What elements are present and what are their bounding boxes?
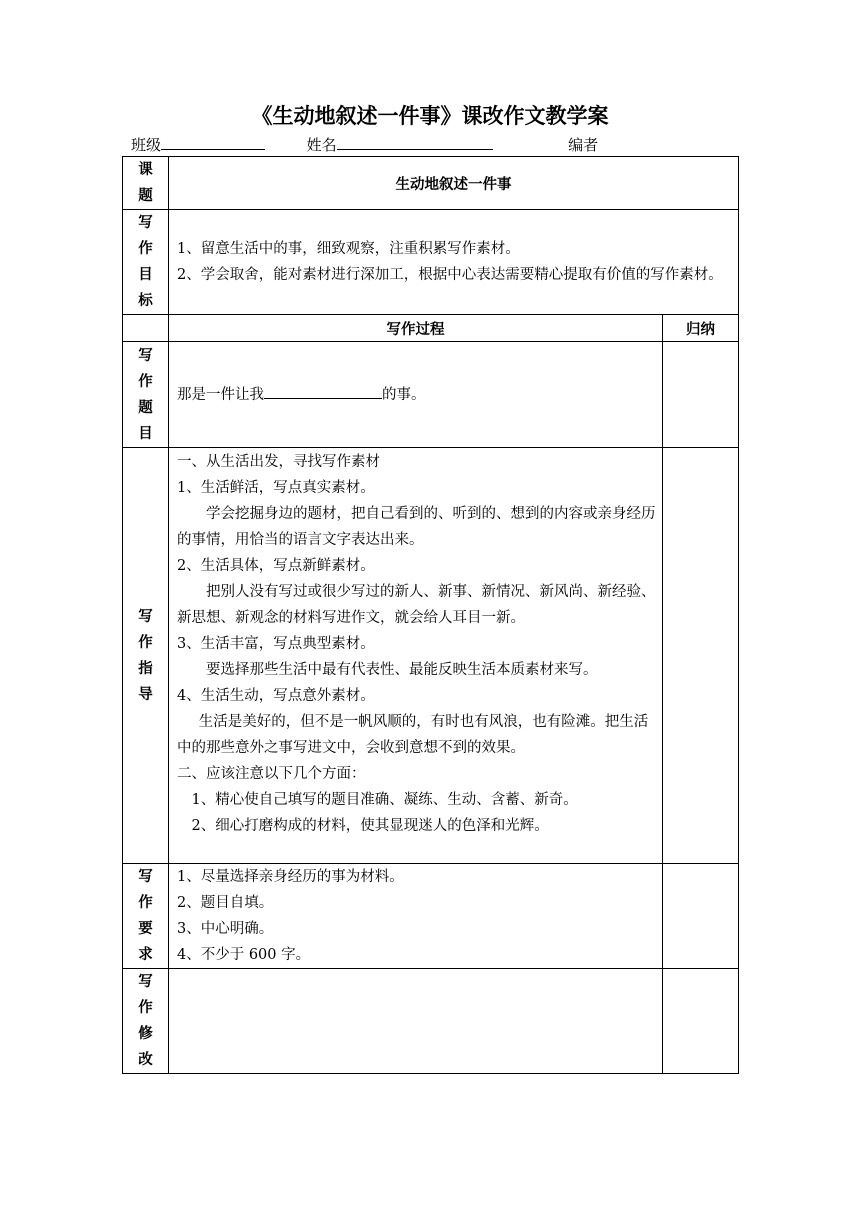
requirement-item: 3、中心明确。 — [177, 921, 274, 937]
revision-label-cell — [123, 969, 169, 1074]
guide-heading: 二、应该注意以下几个方面： — [177, 766, 366, 782]
label-char: 作 — [138, 1000, 153, 1016]
name-blank[interactable] — [337, 134, 493, 150]
summary-header: 归纳 — [663, 315, 739, 342]
prompt-label-cell — [123, 342, 169, 448]
prompt-blank[interactable] — [264, 383, 382, 399]
empty-header-cell — [123, 315, 169, 342]
label-char: 课 — [138, 162, 153, 178]
topic-row — [123, 157, 739, 210]
goal-text-cell — [169, 210, 739, 315]
requirement-label-cell — [123, 864, 169, 969]
label-char: 写 — [138, 869, 153, 885]
goal-row — [123, 210, 739, 315]
prompt-before: 那是一件让我 — [177, 386, 264, 403]
editor-label: 编者 — [568, 136, 599, 154]
guide-point: 2、生活具体，写点新鲜素材。 — [177, 558, 375, 574]
revision-summary-cell[interactable] — [663, 969, 739, 1074]
guide-heading: 一、从生活出发，寻找写作素材 — [177, 454, 380, 470]
guide-point: 4、生活生动，写点意外素材。 — [177, 688, 375, 704]
guide-point: 1、精心使自己填写的题目准确、凝练、生动、含蓄、新奇。 — [191, 792, 578, 808]
lesson-plan-table — [122, 156, 739, 1074]
topic-text: 生动地叙述一件事 — [169, 157, 739, 210]
label-char: 修 — [138, 1026, 153, 1042]
document-title: 《生动地叙述一件事》课改作文教学案 — [251, 104, 609, 128]
class-blank[interactable] — [161, 134, 265, 150]
guide-row — [123, 448, 739, 864]
process-header: 写作过程 — [169, 315, 663, 342]
student-info-line — [131, 134, 598, 155]
name-label: 姓名 — [306, 136, 337, 154]
label-char: 写 — [138, 215, 153, 231]
label-char: 导 — [138, 686, 153, 703]
guide-point: 3、生活丰富，写点典型素材。 — [177, 636, 375, 652]
revision-row — [123, 969, 739, 1074]
goal-label-cell — [123, 210, 169, 315]
label-char: 写 — [138, 974, 153, 990]
class-label: 班级 — [131, 136, 162, 154]
goal-item: 2、学会取舍，能对素材进行深加工，根据中心表达需要精心提取有价值的写作素材。 — [177, 267, 723, 283]
prompt-cell — [169, 342, 663, 448]
prompt-row — [123, 342, 739, 448]
guide-text-cell — [169, 448, 663, 864]
label-char: 标 — [138, 293, 153, 309]
label-char: 作 — [138, 634, 153, 651]
requirement-summary-cell[interactable] — [663, 864, 739, 969]
requirement-row — [123, 864, 739, 969]
label-char: 目 — [138, 425, 153, 442]
requirement-text-cell — [169, 864, 663, 969]
guide-paragraph: 生活是美好的，但不是一帆风顺的，有时也有风浪，也有险滩。把生活中的那些意外之事写进文中，会收到意想不到的效果。 — [177, 714, 649, 756]
requirement-item: 1、尽量选择亲身经历的事为材料。 — [177, 869, 404, 885]
topic-label-cell — [123, 157, 169, 210]
label-char: 题 — [138, 399, 153, 416]
goal-item: 1、留意生活中的事，细致观察，注重积累写作素材。 — [177, 241, 520, 257]
guide-paragraph: 要选择那些生活中最有代表性、最能反映生活本质素材来写。 — [206, 662, 598, 678]
label-char: 作 — [138, 895, 153, 911]
requirement-item: 2、题目自填。 — [177, 895, 274, 911]
label-char: 目 — [138, 267, 153, 283]
prompt-summary-cell[interactable] — [663, 342, 739, 448]
requirement-item: 4、不少于 600 字。 — [177, 947, 311, 963]
revision-text-cell[interactable] — [169, 969, 663, 1074]
label-char: 作 — [138, 241, 153, 257]
label-char: 作 — [138, 373, 153, 390]
guide-label-cell — [123, 448, 169, 864]
guide-summary-cell[interactable] — [663, 448, 739, 864]
header-row — [123, 315, 739, 342]
label-char: 写 — [138, 608, 153, 625]
label-char: 改 — [138, 1052, 153, 1068]
guide-point: 2、细心打磨构成的材料，使其显现迷人的色泽和光辉。 — [191, 818, 549, 834]
prompt-after: 的事。 — [382, 386, 426, 403]
label-char: 指 — [138, 660, 153, 677]
label-char: 求 — [138, 947, 153, 963]
label-char: 题 — [138, 188, 153, 204]
label-char: 要 — [138, 921, 153, 937]
guide-point: 1、生活鲜活，写点真实素材。 — [177, 480, 375, 496]
label-char: 写 — [138, 347, 153, 364]
guide-paragraph: 学会挖掘身边的题材，把自己看到的、听到的、想到的内容或亲身经历的事情，用恰当的语言文字表达出来。 — [177, 506, 656, 548]
guide-paragraph: 把别人没有写过或很少写过的新人、新事、新情况、新风尚、新经验、新思想、新观念的材料写进作文，就会给人耳目一新。 — [177, 584, 656, 626]
